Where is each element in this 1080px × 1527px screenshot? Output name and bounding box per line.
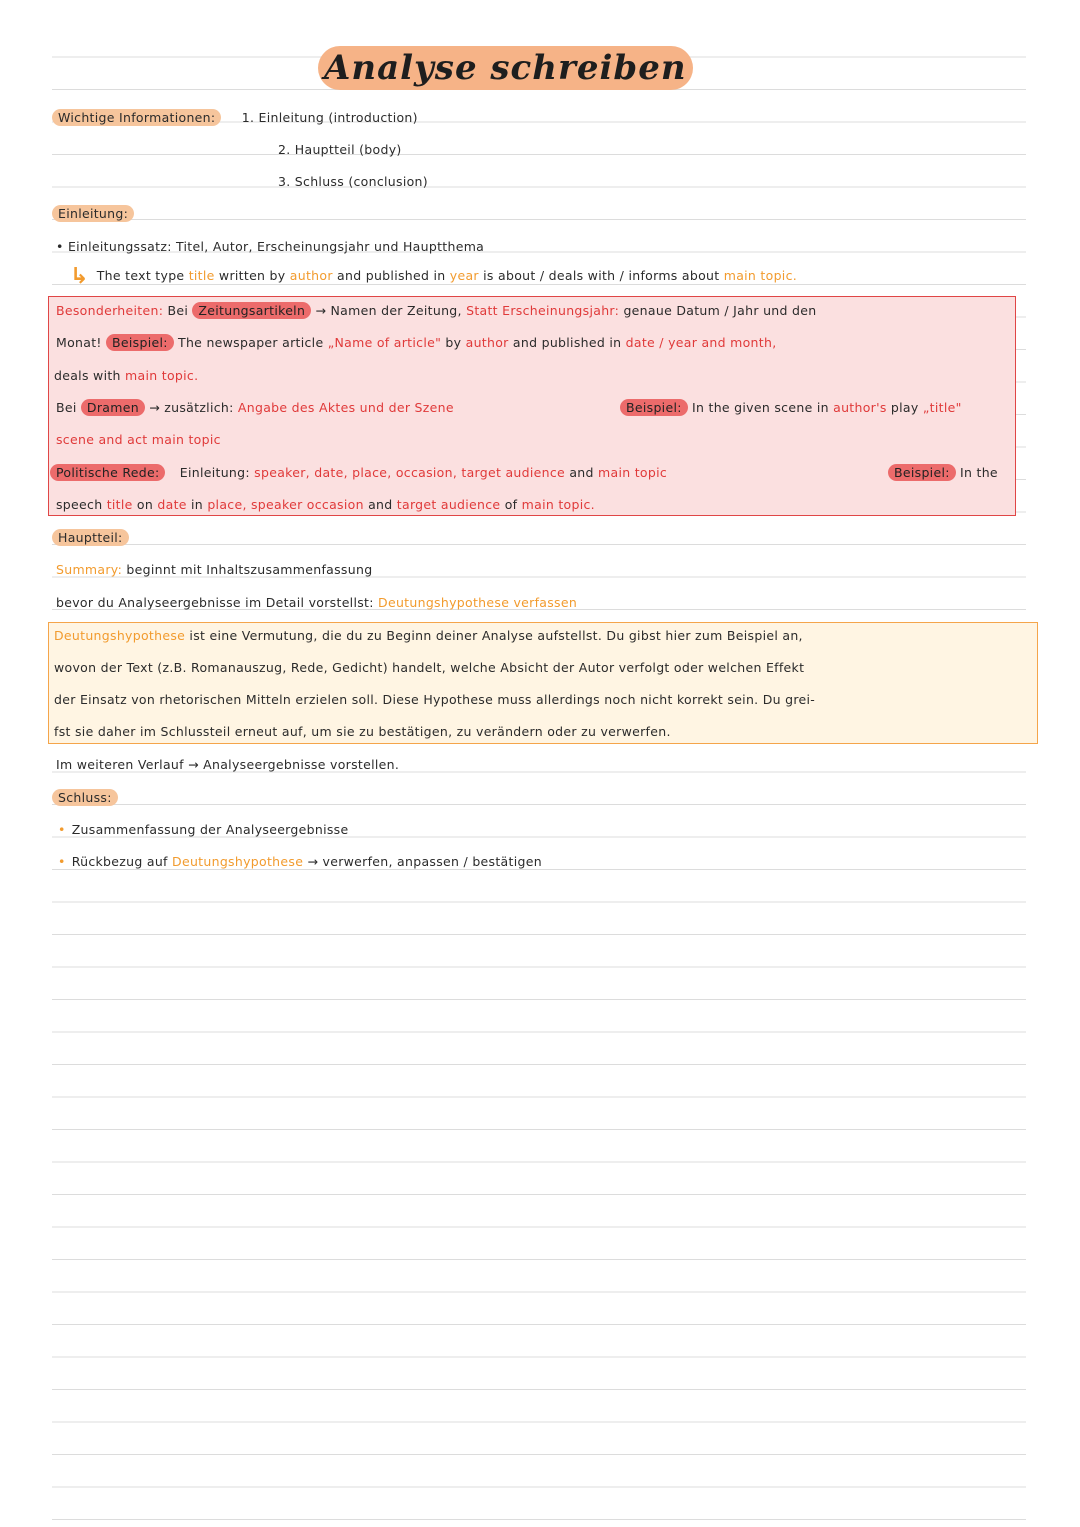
wichtig-label: Wichtige Informationen: xyxy=(52,109,221,126)
wichtig-item-2: 2. Hauptteil (body) xyxy=(278,142,402,157)
einleitung-template: ↳ The text type title written by author and published in year is about / deals with / informs about main topic. xyxy=(70,264,798,289)
weiterer-verlauf: Im weiteren Verlauf → Analyseergebnisse vorstellen. xyxy=(56,757,400,772)
hypothese-box-line-2: wovon der Text (z.B. Romanauszug, Rede, Gedicht) handelt, welche Absicht der Autor verfolgt oder welchen Effekt xyxy=(54,660,805,675)
hauptteil-heading xyxy=(52,530,129,546)
hypothese-box-line-3: der Einsatz von rhetorischen Mitteln erzielen soll. Diese Hypothese muss allerdings noch nicht korrekt sein. Du grei- xyxy=(54,692,816,707)
wichtig-row xyxy=(52,110,418,126)
einleitungssatz: • Einleitungssatz: Titel, Autor, Erscheinungsjahr und Hauptthema xyxy=(56,239,485,254)
hypothese-box-line-4: fst sie daher im Schlussteil erneut auf, um sie zu bestätigen, zu verändern oder zu verwerfen. xyxy=(54,724,671,739)
hypothese-box-line-1: Deutungshypothese ist eine Vermutung, die du zu Beginn deiner Analyse aufstellst. Du gibst hier zum Beispiel an, xyxy=(54,628,803,643)
arrow-icon: ↳ xyxy=(70,264,89,289)
einleitung-label: Einleitung: xyxy=(52,205,134,222)
page-title: Analyse schreiben xyxy=(318,46,693,90)
schluss-point-1: • Zusammenfassung der Analyseergebnisse xyxy=(58,822,349,837)
schluss-point-2: • Rückbezug auf Deutungshypothese → verwerfen, anpassen / bestätigen xyxy=(58,854,542,869)
rede-line: Politische Rede: Einleitung: speaker, date, place, occasion, target audience and main topic xyxy=(50,465,667,481)
schluss-heading xyxy=(52,790,118,806)
rede-beispiel: Beispiel: In the xyxy=(888,465,998,481)
rede-line-2: speech title on date in place, speaker occasion and target audience of main topic. xyxy=(56,497,595,512)
bullet-icon: • xyxy=(58,822,66,837)
besonderheiten-line-3: deals with main topic. xyxy=(54,368,199,383)
einleitung-heading xyxy=(52,206,134,222)
wichtig-item-1: 1. Einleitung (introduction) xyxy=(241,110,418,125)
dramen-line-2: scene and act main topic xyxy=(56,432,221,447)
hypothese-intro: bevor du Analyseergebnisse im Detail vorstellst: Deutungshypothese verfassen xyxy=(56,595,578,610)
besonderheiten-line-2: Monat! Beispiel: The newspaper article „Name of article" by author and published in date / year and month, xyxy=(56,335,777,350)
schluss-label: Schluss: xyxy=(52,789,118,806)
besonderheiten-line-1: Besonderheiten: Bei Zeitungsartikeln → Namen der Zeitung, Statt Erscheinungsjahr: genaue Datum / Jahr und den xyxy=(56,303,817,318)
dramen-beispiel: Beispiel: In the given scene in author's play „title" xyxy=(620,400,962,416)
dramen-line: Bei Dramen → zusätzlich: Angabe des Aktes und der Szene xyxy=(56,400,454,415)
wichtig-item-3: 3. Schluss (conclusion) xyxy=(278,174,428,189)
bullet-icon: • xyxy=(58,854,66,869)
hauptteil-label: Hauptteil: xyxy=(52,529,129,546)
summary-line: Summary: beginnt mit Inhaltszusammenfassung xyxy=(56,562,373,577)
